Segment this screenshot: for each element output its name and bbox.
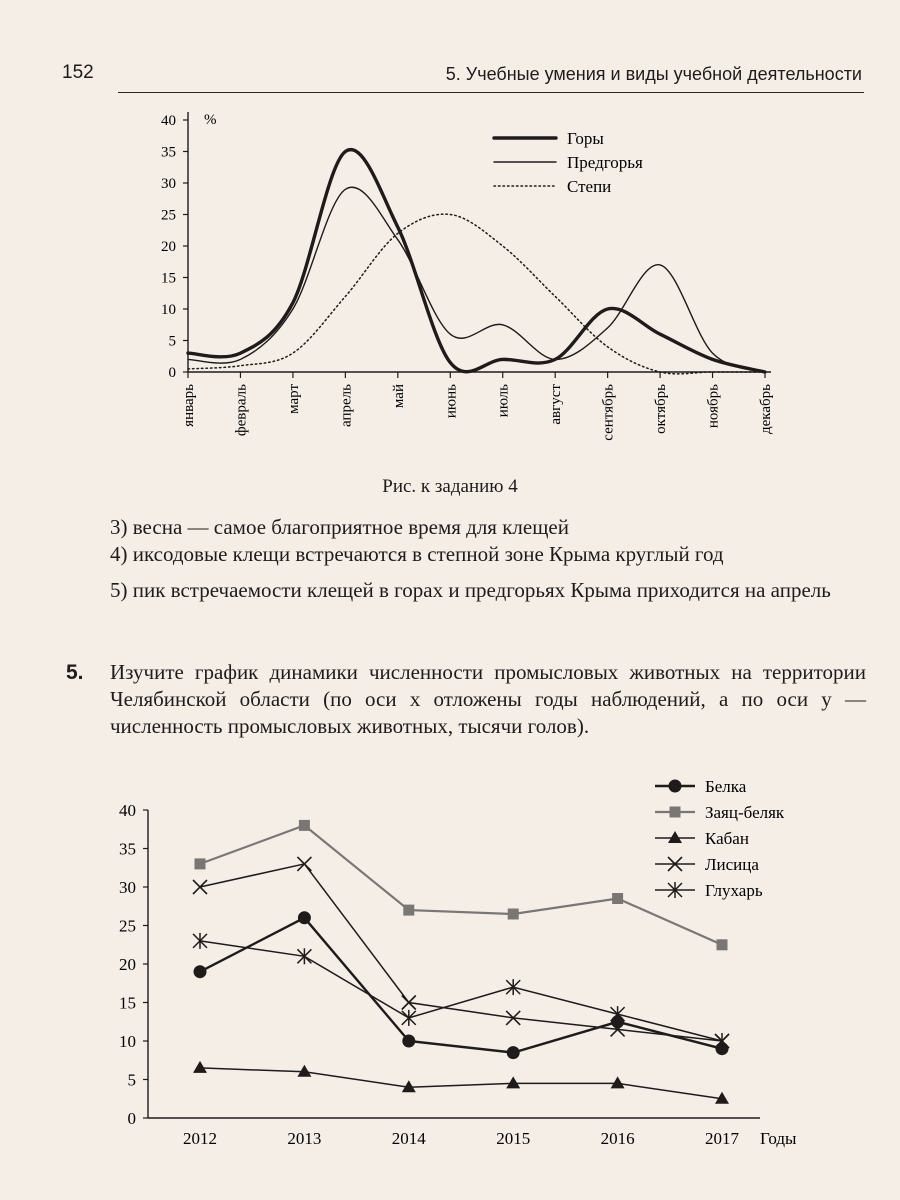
task-number: 5. bbox=[66, 661, 84, 684]
y-tick-label: 0 bbox=[127, 1109, 136, 1128]
legend-label-Глухарь: Глухарь bbox=[705, 881, 763, 900]
point-Белка-2013 bbox=[298, 911, 311, 924]
legend-marker-Кабан bbox=[668, 831, 682, 843]
point-Белка-2014 bbox=[402, 1035, 415, 1048]
figure-caption: Рис. к заданию 4 bbox=[382, 476, 518, 497]
point-Заяц-беляк-2016 bbox=[612, 893, 623, 904]
point-Глухарь-2015 bbox=[506, 979, 520, 995]
point-Лисица-2012 bbox=[193, 880, 207, 894]
x-tick-label-июнь: июнь bbox=[443, 384, 460, 419]
animals-chart-axes bbox=[119, 801, 797, 1148]
legend-label-Кабан: Кабан bbox=[705, 829, 749, 848]
x-axis-label: Годы bbox=[760, 1129, 797, 1148]
y-tick-label: 30 bbox=[161, 176, 176, 192]
y-tick-label: 25 bbox=[161, 207, 176, 224]
point-Заяц-беляк-2015 bbox=[508, 909, 519, 920]
x-tick-label-февраль: февраль bbox=[233, 384, 250, 437]
y-tick-label: 40 bbox=[161, 113, 176, 129]
y-tick-label: 15 bbox=[161, 270, 176, 287]
x-tick-label-ноябрь: ноябрь bbox=[705, 384, 722, 429]
y-tick-label: 40 bbox=[119, 801, 136, 820]
series-line-Горы bbox=[188, 150, 765, 372]
task-text: Изучите график динамики численности промысловых животных на территории Челябинской области (по оси x отложены годы наблюдений, а по оси y — численность промысловых животных, тысячи голов). bbox=[110, 660, 866, 738]
point-Заяц-беляк-2013 bbox=[299, 820, 310, 831]
y-tick-label: 20 bbox=[161, 239, 176, 255]
ticks-chart-axes bbox=[161, 112, 774, 441]
point-Лисица-2013 bbox=[297, 857, 311, 871]
series-line-Степи bbox=[188, 214, 765, 374]
point-Кабан-2016 bbox=[611, 1076, 625, 1088]
ticks-chart bbox=[0, 100, 900, 480]
header-rule bbox=[118, 92, 864, 93]
running-head: 5. Учебные умения и виды учебной деятельности bbox=[445, 64, 862, 84]
y-tick-label: 35 bbox=[161, 144, 176, 161]
task-5 bbox=[66, 659, 866, 740]
x-tick-label-2013: 2013 bbox=[287, 1129, 322, 1148]
page-number: 152 bbox=[62, 62, 94, 83]
legend-label-Предгорья: Предгорья bbox=[567, 153, 643, 172]
legend-label-Заяц-беляк: Заяц-беляк bbox=[705, 803, 785, 822]
y-tick-label: 10 bbox=[119, 1032, 136, 1051]
series-line-Заяц-беляк bbox=[200, 825, 722, 944]
answer-option-4: 4) иксодовые клещи встречаются в степной зоне Крыма круглый год bbox=[110, 542, 724, 566]
point-Белка-2015 bbox=[507, 1046, 520, 1059]
x-tick-label-2016: 2016 bbox=[600, 1129, 635, 1148]
x-tick-label-2015: 2015 bbox=[496, 1129, 531, 1148]
ticks-chart-series bbox=[188, 150, 765, 374]
x-tick-label-2014: 2014 bbox=[391, 1129, 426, 1148]
y-tick-label: 10 bbox=[161, 302, 176, 318]
ticks-chart-legend bbox=[494, 129, 643, 196]
legend-marker-Белка bbox=[669, 780, 682, 793]
legend-label-Степи: Степи bbox=[567, 177, 612, 196]
x-tick-label-сентябрь: сентябрь bbox=[600, 384, 617, 441]
animals-chart-legend bbox=[655, 777, 785, 900]
series-line-Глухарь bbox=[200, 941, 722, 1041]
x-tick-label-2017: 2017 bbox=[705, 1129, 739, 1148]
point-Кабан-2012 bbox=[193, 1061, 207, 1073]
point-Кабан-2013 bbox=[297, 1065, 311, 1077]
answer-option-3: 3) весна — самое благоприятное время для клещей bbox=[110, 515, 569, 539]
x-tick-label-октябрь: октябрь bbox=[653, 384, 670, 434]
x-tick-label-январь: январь bbox=[181, 384, 197, 427]
legend-label-Лисица: Лисица bbox=[705, 855, 759, 874]
animals-chart bbox=[0, 760, 900, 1160]
point-Заяц-беляк-2017 bbox=[717, 939, 728, 950]
x-tick-label-август: август bbox=[548, 384, 565, 425]
y-tick-label: 15 bbox=[119, 993, 136, 1013]
legend-label-Белка: Белка bbox=[705, 777, 747, 796]
x-tick-label-июль: июль bbox=[495, 384, 512, 418]
series-line-Кабан bbox=[200, 1068, 722, 1099]
y-tick-label: 25 bbox=[119, 916, 136, 936]
x-tick-label-март: март bbox=[285, 384, 302, 414]
legend-label-Горы: Горы bbox=[567, 129, 604, 148]
x-tick-label-2012: 2012 bbox=[183, 1129, 217, 1148]
answer-option-5: 5) пик встречаемости клещей в горах и предгорьях Крыма приходится на апрель bbox=[110, 578, 831, 602]
y-tick-label: 5 bbox=[127, 1070, 136, 1090]
point-Кабан-2015 bbox=[506, 1076, 520, 1088]
point-Глухарь-2016 bbox=[611, 1006, 625, 1022]
point-Заяц-беляк-2014 bbox=[403, 905, 414, 916]
animals-chart-series bbox=[193, 820, 729, 1104]
legend-marker-Заяц-беляк bbox=[670, 807, 681, 818]
y-tick-label: 5 bbox=[168, 333, 176, 350]
point-Глухарь-2014 bbox=[402, 1010, 416, 1026]
y-tick-label: 30 bbox=[119, 878, 136, 897]
x-tick-label-декабрь: декабрь bbox=[758, 384, 774, 434]
answer-options bbox=[110, 514, 870, 604]
point-Заяц-беляк-2012 bbox=[195, 858, 206, 869]
y-axis-unit: % bbox=[204, 112, 217, 128]
point-Белка-2012 bbox=[194, 965, 207, 978]
y-tick-label: 0 bbox=[168, 365, 176, 381]
y-tick-label: 35 bbox=[119, 839, 136, 859]
x-tick-label-май: май bbox=[390, 384, 407, 409]
x-tick-label-апрель: апрель bbox=[338, 384, 355, 427]
y-tick-label: 20 bbox=[119, 955, 136, 974]
